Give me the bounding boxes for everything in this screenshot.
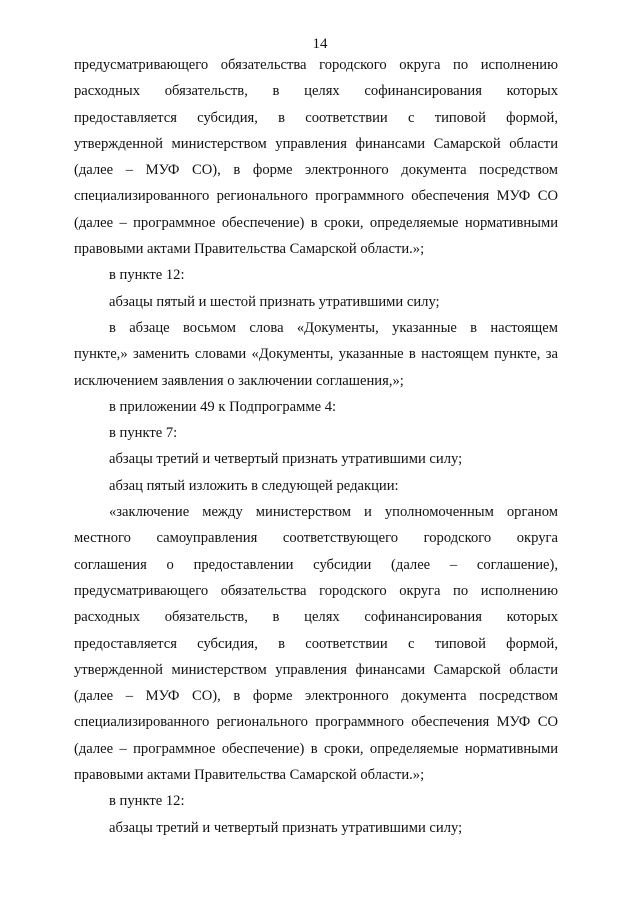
text-line: пункте,» заменить словами «Документы, указанные в настоящем пункте, за: [74, 346, 558, 363]
text-line: абзацы пятый и шестой признать утратившими силу;: [109, 293, 440, 310]
page-number: 14: [312, 36, 328, 52]
text-line: в пункте 7:: [109, 425, 178, 442]
text-line: предусматривающего обязательства городского округа по исполнению: [74, 57, 558, 73]
text-line: абзац пятый изложить в следующей редакции:: [109, 477, 399, 494]
text-line: утвержденной министерством управления финансами Самарской области: [74, 135, 558, 152]
text-line: утвержденной министерством управления финансами Самарской области: [74, 661, 558, 678]
text-line: (далее – программное обеспечение) в сроки, определяемые нормативными: [74, 214, 558, 231]
text-line: (далее – МУФ СО), в форме электронного документа посредством: [74, 688, 558, 705]
text-line: предоставляется субсидия, в соответствии с типовой формой,: [74, 635, 558, 652]
text-line: в пункте 12:: [109, 793, 185, 810]
text-line: в пункте 12:: [109, 267, 185, 284]
document-body: [74, 52, 558, 841]
text-line: в приложении 49 к Подпрограмме 4:: [109, 398, 337, 415]
text-line: расходных обязательств, в целях софинансирования которых: [74, 609, 558, 626]
text-line: (далее – программное обеспечение) в сроки, определяемые нормативными: [74, 740, 558, 757]
text-line: местного самоуправления соответствующего городского округа: [74, 530, 558, 547]
text-line: абзацы третий и четвертый признать утратившими силу;: [109, 451, 463, 468]
text-line: «заключение между министерством и уполномоченным органом: [109, 504, 558, 521]
text-line: предоставляется субсидия, в соответствии с типовой формой,: [74, 109, 558, 126]
text-line: расходных обязательств, в целях софинансирования которых: [74, 83, 558, 100]
text-line: абзацы третий и четвертый признать утратившими силу;: [109, 819, 463, 836]
text-line: предусматривающего обязательства городского округа по исполнению: [74, 582, 558, 599]
text-line: специализированного регионального программного обеспечения МУФ СО: [74, 188, 558, 205]
text-line: исключением заявления о заключении соглашения,»;: [74, 372, 404, 389]
text-line: специализированного регионального программного обеспечения МУФ СО: [74, 714, 558, 731]
text-line: (далее – МУФ СО), в форме электронного документа посредством: [74, 162, 558, 179]
text-line: правовыми актами Правительства Самарской области.»;: [74, 767, 425, 784]
text-line: соглашения о предоставлении субсидии (далее – соглашение),: [74, 556, 558, 573]
text-line: правовыми актами Правительства Самарской области.»;: [74, 241, 425, 258]
text-line: в абзаце восьмом слова «Документы, указанные в настоящем: [109, 319, 558, 336]
